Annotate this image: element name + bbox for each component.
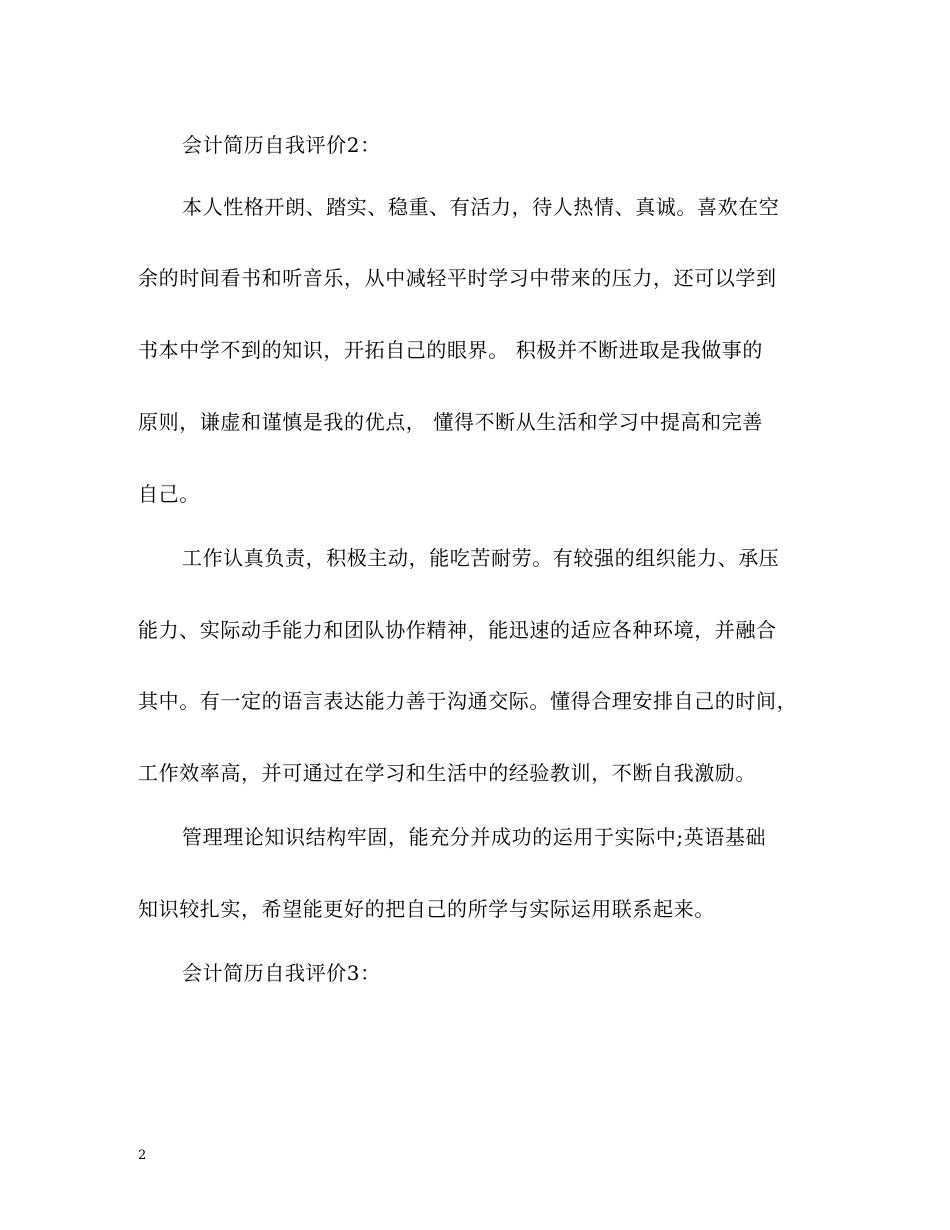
section-heading-3: 会计简历自我评价3： — [182, 961, 381, 985]
paragraph-1-line-1: 本人性格开朗、踏实、稳重、有活力，待人热情、真诚。喜欢在空 — [182, 195, 780, 219]
paragraph-2-line-1: 工作认真负责，积极主动，能吃苦耐劳。有较强的组织能力、承压 — [182, 546, 780, 570]
paragraph-3-line-1: 管理理论知识结构牢固，能充分并成功的运用于实际中;英语基础 — [182, 825, 767, 849]
paragraph-3-line-2: 知识较扎实，希望能更好的把自己的所学与实际运用联系起来。 — [138, 897, 715, 921]
paragraph-2-line-3: 其中。有一定的语言表达能力善于沟通交际。懂得合理安排自己的时间， — [138, 689, 798, 713]
paragraph-1-line-4: 原则，谦虚和谨慎是我的优点， 懂得不断从生活和学习中提高和完善 — [138, 410, 763, 434]
paragraph-1-line-5: 自己。 — [138, 482, 200, 506]
paragraph-2-line-2: 能力、实际动手能力和团队协作精神，能迅速的适应各种环境，并融合 — [138, 618, 777, 642]
paragraph-1-line-3: 书本中学不到的知识，开拓自己的眼界。 积极并不断进取是我做事的 — [138, 338, 763, 362]
paragraph-2-line-4: 工作效率高，并可通过在学习和生活中的经验教训，不断自我激励。 — [138, 761, 756, 785]
page-number: 2 — [138, 1148, 147, 1163]
paragraph-1-line-2: 余的时间看书和听音乐，从中减轻平时学习中带来的压力，还可以学到 — [138, 266, 777, 290]
section-heading-2: 会计简历自我评价2： — [182, 133, 381, 157]
